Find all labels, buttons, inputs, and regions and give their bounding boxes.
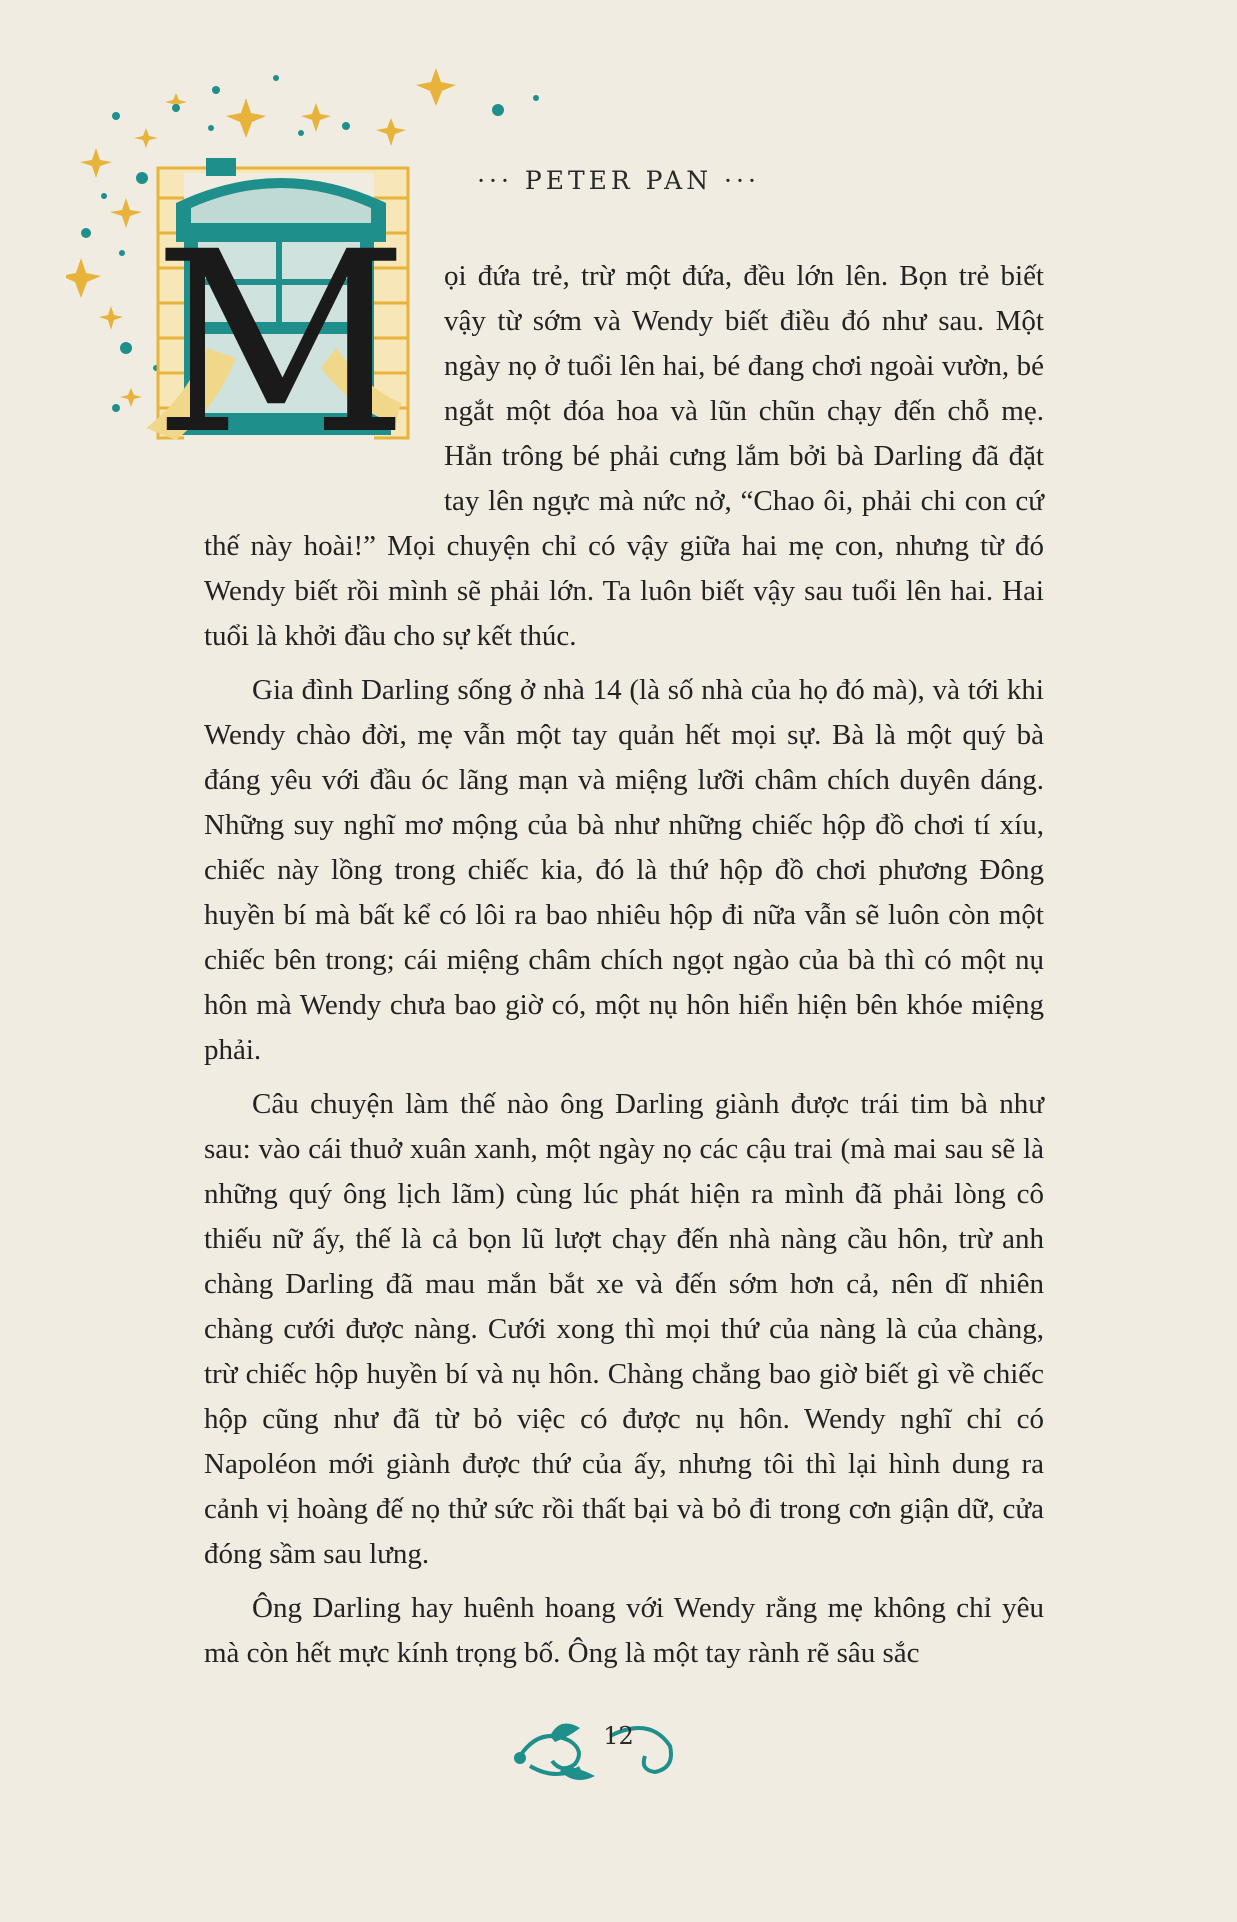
body-text (204, 254, 1044, 1685)
page-number: 12 (603, 1722, 634, 1750)
paragraph-3: Câu chuyện làm thế nào ông Darling giành được trái tim bà như sau: vào cái thuở xuân xanh, một ngày nọ các cậu trai (mà mai sau sẽ là những quý ông lịch lãm) cùng lúc phát hiện ra mình đã phải lòng cô thiếu nữ ấy, thế là cả bọn lũ lượt chạy đến nhà nàng cầu hôn, trừ anh chàng Darling đã mau mắn bắt xe và đến sớm hơn cả, nên dĩ nhiên chàng cưới được nàng. Cưới xong thì mọi thứ của nàng là của chàng, trừ chiếc hộp huyền bí và nụ hôn. Chàng chẳng bao giờ biết gì về chiếc hộp cũng như đã từ bỏ việc có được nụ hôn. Wendy nghĩ chỉ có Napoléon mới giành được thứ của ấy, nhưng tôi thì lại hình dung ra cảnh vị hoàng đế nọ thử sức rồi thất bại và bỏ đi trong cơn giận dữ, cửa đóng sầm sau lưng. (204, 1088, 1044, 1570)
paragraph-4: Ông Darling hay huênh hoang với Wendy rằng mẹ không chỉ yêu mà còn hết mực kính trọng bố. Ông là một tay rành rẽ sâu sắc (204, 1592, 1044, 1669)
drop-cap: M (153, 198, 409, 488)
running-head: ··· PETER PAN ··· (477, 166, 760, 195)
paragraph-1: ọi đứa trẻ, trừ một đứa, đều lớn lên. Bọn trẻ biết vậy từ sớm và Wendy biết điều đó như sau. Một ngày nọ ở tuổi lên hai, bé đang chơi ngoài vườn, bé ngắt một đóa hoa và lũn chũn chạy đến chỗ mẹ. Hẳn trông bé phải cưng lắm bởi bà Darling đã đặt tay lên ngực mà nức nở, “Chao ôi, phải chi con cứ thế này hoài!” Mọi chuyện chỉ có vậy giữa hai mẹ con, nhưng từ đó Wendy biết rồi mình sẽ phải lớn. Ta luôn biết vậy sau tuổi lên hai. Hai tuổi là khởi đầu cho sự kết thúc. (204, 260, 1044, 652)
paragraph-2: Gia đình Darling sống ở nhà 14 (là số nhà của họ đó mà), và tới khi Wendy chào đời, mẹ vẫn một tay quản hết mọi sự. Bà là một quý bà đáng yêu với đầu óc lãng mạn và miệng lưỡi châm chích duyên dáng. Những suy nghĩ mơ mộng của bà như những chiếc hộp đồ chơi tí xíu, chiếc này lồng trong chiếc kia, đó là thứ hộp đồ chơi phương Đông huyền bí mà bất kể có lôi ra bao nhiêu hộp đi nữa vẫn sẽ luôn còn một chiếc bên trong; cái miệng châm chích ngọt ngào của bà thì có một nụ hôn mà Wendy chưa bao giờ có, một nụ hôn hiển hiện bên khóe miệng phải. (204, 674, 1044, 1066)
